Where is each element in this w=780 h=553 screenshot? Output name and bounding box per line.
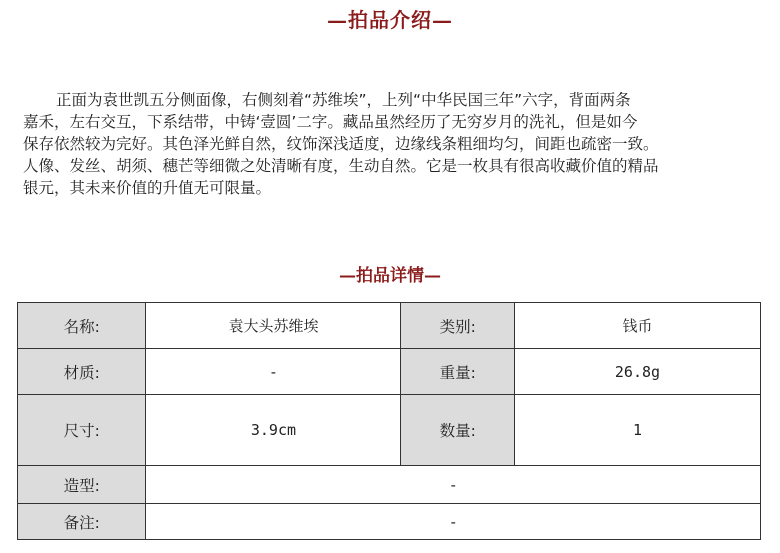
table-row bbox=[18, 466, 761, 504]
size-label: 尺寸: bbox=[18, 395, 146, 466]
weight-value: 26.8g bbox=[514, 349, 760, 395]
name-label: 名称: bbox=[18, 303, 146, 349]
category-label: 类别: bbox=[401, 303, 515, 349]
table-row bbox=[18, 349, 761, 395]
shape-value: - bbox=[146, 466, 761, 504]
weight-label: 重量: bbox=[401, 349, 515, 395]
material-label: 材质: bbox=[18, 349, 146, 395]
material-value: - bbox=[146, 349, 401, 395]
size-value: 3.9cm bbox=[146, 395, 401, 466]
section-title-details: —拍品详情— bbox=[339, 266, 441, 286]
intro-line: 银元，其未来价值的升值无可限量。 bbox=[23, 179, 272, 197]
name-value: 袁大头苏维埃 bbox=[146, 303, 401, 349]
intro-paragraph bbox=[23, 89, 758, 199]
shape-label: 造型: bbox=[18, 466, 146, 504]
details-table bbox=[17, 302, 761, 540]
table-row bbox=[18, 303, 761, 349]
quantity-value: 1 bbox=[514, 395, 760, 466]
intro-line: 人像、发丝、胡须、穗芒等细微之处清晰有度，生动自然。它是一枚具有很高收藏价值的精品 bbox=[23, 157, 659, 175]
remark-label: 备注: bbox=[18, 504, 146, 540]
section-title-intro: —拍品介绍— bbox=[327, 8, 453, 32]
table-row bbox=[18, 504, 761, 540]
intro-line: 正面为袁世凯五分侧面像，右侧刻着“苏维埃”，上列“中华民国三年”六字，背面两条 bbox=[56, 91, 631, 109]
intro-line: 嘉禾，左右交互，下系结带，中铸‘壹圆’二字。藏品虽然经历了无穷岁月的洗礼，但是如今 bbox=[23, 113, 638, 131]
remark-value: - bbox=[146, 504, 761, 540]
intro-line: 保存依然较为完好。其色泽光鲜自然，纹饰深浅适度，边缘线条粗细均匀，间距也疏密一致。 bbox=[23, 135, 659, 153]
category-value: 钱币 bbox=[514, 303, 760, 349]
table-row bbox=[18, 395, 761, 466]
quantity-label: 数量: bbox=[401, 395, 515, 466]
